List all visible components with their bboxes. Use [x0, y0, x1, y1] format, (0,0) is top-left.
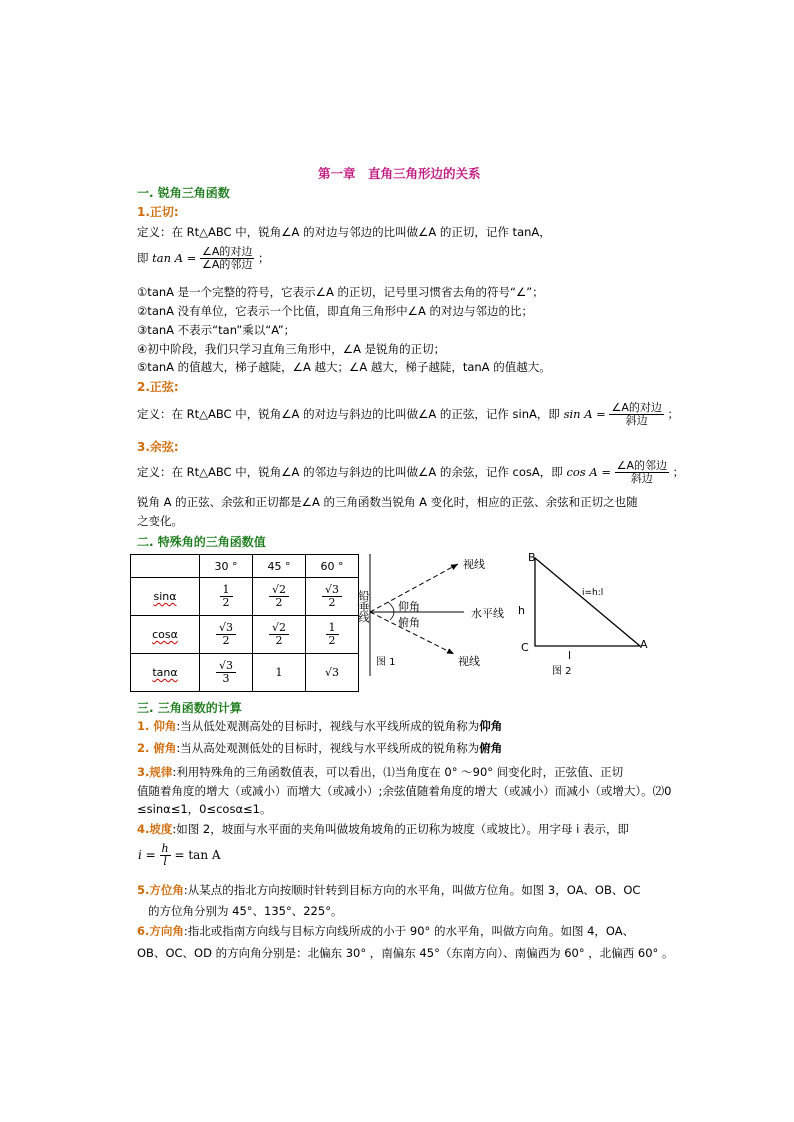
slope-formula-fraction: [160, 843, 171, 868]
length-l-label: l: [568, 649, 572, 662]
horizontal-line-label: 水平线: [471, 607, 504, 620]
tangent-formula-prefix: 即: [137, 251, 149, 265]
figure-2-slope-triangle: [520, 548, 660, 658]
fraction-denominator: 2: [222, 596, 230, 609]
law-label: 3.规律: [137, 765, 173, 779]
fraction: [326, 622, 339, 647]
slope-formula-h: h: [161, 842, 169, 855]
table-cell: [200, 654, 253, 692]
law-text-1: :利用特殊角的三角函数值表，可以看出，⑴当角度在 0° ～90° 间变化时，正弦值、正切: [172, 765, 624, 779]
fraction-numerator: √2: [269, 584, 289, 597]
fraction-denominator: 2: [328, 634, 336, 647]
table-row-tan-label: [131, 654, 200, 692]
sight-line-down-label: 视线: [458, 655, 480, 668]
slope-formula: [138, 843, 221, 868]
summary-line-2: 之变化。: [137, 514, 183, 528]
fraction-numerator: √3: [216, 660, 236, 673]
table-cell: [200, 578, 253, 616]
elevation-angle-term: 仰角: [479, 719, 503, 733]
cosine-formula-denominator: 斜边: [630, 472, 653, 485]
bearing-label: 6.方向角: [137, 924, 184, 938]
point-c-label: C: [521, 641, 529, 654]
bearing-line-1: [137, 923, 634, 939]
tangent-label: 1.正切:: [137, 205, 179, 219]
azimuth-line-1: [137, 882, 640, 898]
sine-formula-denominator: 斜边: [625, 414, 648, 427]
cos-label: cosα: [152, 628, 178, 641]
figure-1-caption: 图 1: [376, 657, 396, 668]
table-header-30: 30 °: [200, 555, 253, 578]
table-cell: [200, 616, 253, 654]
sine-formula-numerator: ∠A的对边: [611, 401, 662, 414]
fraction: [220, 584, 233, 609]
note-2: ②tanA 没有单位，它表示一个比值，即直角三角形中∠A 的对边与邻边的比；: [137, 304, 534, 318]
slope-formula-i: i =: [138, 848, 156, 862]
table-corner: [131, 555, 200, 578]
slope-line: [137, 821, 629, 837]
law-line-3: ≤sinα≤1，0≤cosα≤1。: [137, 802, 272, 816]
elevation-angle-item: [137, 718, 502, 734]
table-cell: [253, 578, 306, 616]
tangent-formula-numerator: ∠A的对边: [201, 245, 253, 258]
sine-definition: [137, 402, 679, 427]
tan-label: tanα: [152, 666, 178, 679]
fraction-numerator: √3: [322, 584, 342, 597]
cosine-label: 3.余弦:: [137, 440, 179, 454]
fraction-numerator: 1: [220, 584, 233, 597]
depression-angle-text: :当从高处观测低处的目标时，视线与水平线所成的锐角称为: [176, 741, 480, 755]
law-line-1: [137, 764, 623, 780]
azimuth-label: 5.方位角: [137, 883, 184, 897]
figure-2-caption: 图 2: [552, 666, 572, 677]
fraction-denominator: 3: [222, 672, 230, 685]
fraction-denominator: 2: [275, 634, 283, 647]
elevation-angle-text: :当从低处观测高处的目标时，视线与水平线所成的锐角称为: [176, 719, 480, 733]
table-header-60: 60 °: [306, 555, 359, 578]
cosine-formula-numerator: ∠A的邻边: [616, 459, 668, 472]
slope-formula-tan: = tan A: [174, 848, 221, 862]
cosine-formula-end: ；: [672, 465, 685, 479]
special-angle-table: [130, 554, 359, 692]
note-1: ①tanA 是一个完整的符号，它表示∠A 的正切，记号里习惯省去角的符号“∠”；: [137, 285, 544, 299]
depression-angle-term: 俯角: [479, 741, 503, 755]
sine-formula-lhs: sin A =: [563, 407, 606, 421]
depression-angle-item: [137, 740, 502, 756]
law-line-2: 值随着角度的增大（或减小）而增大（或减小）;余弦值随着角度的增大（或减小）而减小（或增大）。⑵0: [137, 784, 672, 798]
note-5: ⑤tanA 的值越大，梯子越陡，∠A 越大；∠A 越大，梯子越陡，tanA 的值越大。: [137, 360, 551, 374]
elevation-angle-term-label: 1. 仰角: [137, 719, 177, 733]
fraction: [269, 584, 289, 609]
page-title: 第一章 直角三角形边的关系: [318, 166, 481, 181]
tangent-formula-end: ；: [258, 251, 270, 265]
section-2-heading: 二. 特殊角的三角函数值: [137, 535, 266, 549]
fraction: [216, 622, 236, 647]
table-cell: [253, 616, 306, 654]
elevation-angle-label: 仰角: [398, 600, 420, 613]
table-row-cos-label: [131, 616, 200, 654]
azimuth-line-2: 的方位角分别为 45°、135°、225°。: [148, 904, 343, 918]
sin-label: sinα: [153, 590, 177, 603]
cosine-definition-text: 定义：在 Rt△ABC 中，锐角∠A 的邻边与斜边的比叫做∠A 的余弦，记作 cosA，即: [137, 465, 563, 479]
bearing-line-2: OB、OC、OD 的方向角分别是：北偏东 30° ，南偏东 45°（东南方向）、南偏西为 60° ，北偏西 60° 。: [137, 946, 674, 960]
fraction-numerator: √3: [216, 622, 236, 635]
note-4: ④初中阶段，我们只学习直角三角形中，∠A 是锐角的正切；: [137, 342, 446, 356]
fraction-numerator: 1: [326, 622, 339, 635]
fraction: [269, 622, 289, 647]
tangent-definition: 定义：在 Rt△ABC 中，锐角∠A 的对边与邻边的比叫做∠A 的正切，记作 tanA，: [137, 225, 551, 239]
table-header-45: 45 °: [253, 555, 306, 578]
section-1-heading: 一. 锐角三角函数: [137, 186, 230, 200]
sine-label: 2.正弦:: [137, 380, 179, 394]
azimuth-text-1: :从某点的指北方向按顺时针转到目标方向的水平角，叫做方位角。如图 3，OA、OB、OC: [183, 883, 641, 897]
table-cell: 1: [253, 654, 306, 692]
bearing-text-1: :指北或指南方向线与目标方向线所成的小于 90° 的水平角，叫做方向角。如图 4，OA、: [183, 924, 635, 938]
cosine-formula-fraction: [615, 460, 669, 485]
depression-angle-label: 俯角: [398, 616, 420, 629]
tangent-formula: [137, 246, 270, 271]
cosine-definition: [137, 460, 684, 485]
fraction: [216, 660, 236, 685]
sight-line-up-label: 视线: [463, 558, 485, 571]
point-b-label: B: [528, 551, 536, 564]
summary-line-1: 锐角 A 的正弦、余弦和正切都是∠A 的三角函数当锐角 A 变化时，相应的正弦、余弦和正切之也随: [137, 495, 638, 509]
slope-label: 4.坡度: [137, 822, 173, 836]
note-3: ③tanA 不表示“tan”乘以“A”；: [137, 323, 296, 337]
tangent-formula-fraction: [200, 246, 254, 271]
fraction-denominator: 2: [275, 596, 283, 609]
depression-angle-term-label: 2. 俯角: [137, 741, 177, 755]
fraction-numerator: √2: [269, 622, 289, 635]
sine-formula-fraction: [609, 402, 663, 427]
table-row-sin-label: [131, 578, 200, 616]
fraction: [322, 584, 342, 609]
fraction-denominator: 2: [222, 634, 230, 647]
tangent-formula-lhs: tan A =: [152, 251, 197, 265]
vertical-line-label: 铅垂线: [357, 590, 370, 623]
slope-formula-l: l: [163, 855, 167, 868]
sine-formula-end: ；: [667, 407, 680, 421]
cosine-formula-lhs: cos A =: [566, 465, 611, 479]
point-a-label: A: [640, 638, 648, 651]
tangent-formula-denominator: ∠A的邻边: [201, 258, 253, 271]
slope-text: :如图 2，坡面与水平面的夹角叫做坡角坡角的正切称为坡度（或坡比）。用字母 i 表示，即: [172, 822, 629, 836]
sine-definition-text: 定义：在 Rt△ABC 中，锐角∠A 的对边与斜边的比叫做∠A 的正弦，记作 sinA，即: [137, 407, 560, 421]
height-h-label: h: [518, 604, 525, 617]
section-3-heading: 三. 三角函数的计算: [137, 701, 242, 715]
table-cell: √3: [306, 654, 359, 692]
slope-ratio-label: i=h:l: [582, 588, 604, 598]
fraction-denominator: 2: [328, 596, 336, 609]
